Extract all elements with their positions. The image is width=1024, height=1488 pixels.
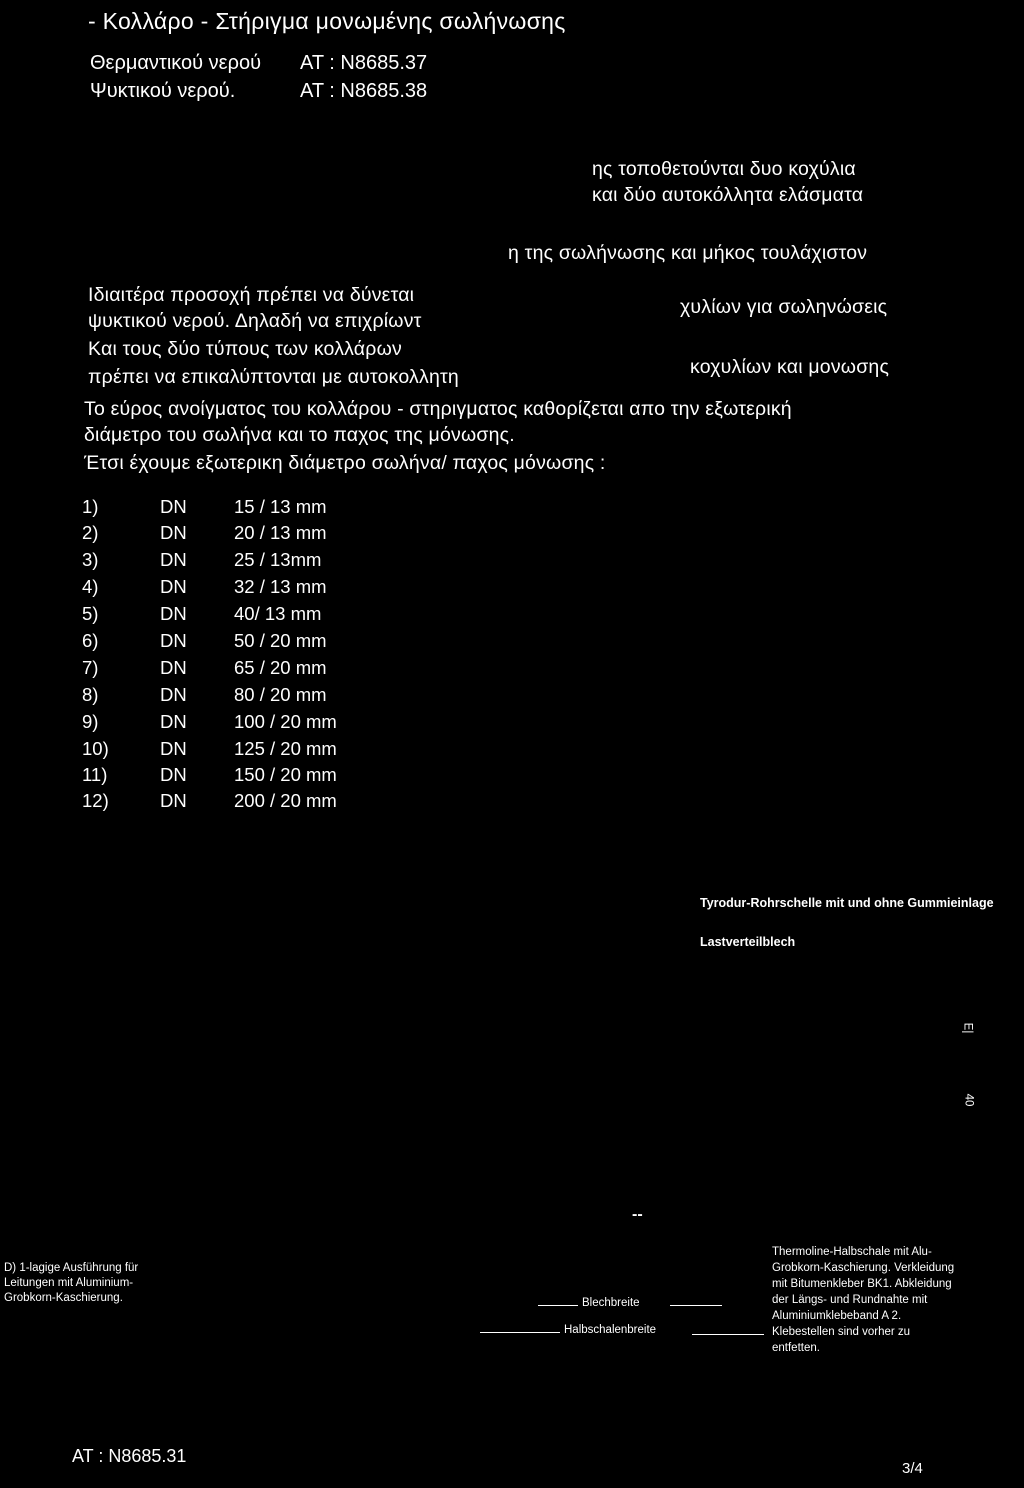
paragraph-line-1: Το εύρος ανοίγματος του κολλάρου - στηριγματος καθορίζεται απο την εξωτερική [84,398,792,420]
dash-mark: -- [632,1206,643,1223]
rohrschelle-label: Tyrodur-Rohrschelle mit und ohne Gummieinlage [700,896,994,910]
page-number: 3/4 [902,1460,923,1477]
partial-left-line-1: Ιδιαιτέρα προσοχή πρέπει να δύνεται [88,284,415,306]
reference-label-heating: Θερμαντικού νερού [90,52,262,74]
list-item: 9) DN 100 / 20 mm [82,711,337,732]
paragraph-line-2: διάμετρο του σωλήνα και το παχος της μόνωσης. [84,424,515,446]
blechbreite-line-right [670,1305,722,1306]
partial-right-line-3: η της σωλήνωσης και μήκος τουλάχιστον [508,242,868,264]
list-item: 7) DN 65 / 20 mm [82,657,327,678]
list-item: 5) DN 40/ 13 mm [82,603,322,624]
list-item: 1) DN 15 / 13 mm [82,496,327,517]
halbschalenbreite-line-left [480,1332,560,1333]
partial-right-line-5: κοχυλίων και μονωσης [690,356,890,378]
page-title: - Κολλάρο - Στήριγμα μονωμένης σωλήνωσης [88,8,566,34]
margin-mark-1: E| [961,1022,974,1034]
list-item: 4) DN 32 / 13 mm [82,576,327,597]
partial-right-line-4: χυλίων για σωληνώσεις [680,296,888,318]
partial-right-line-2: και δύο αυτοκόλλητα ελάσματα [592,184,864,206]
partial-left-line-2: ψυκτικού νερού. Δηλαδή να επιχρίωντ [88,310,422,332]
list-item: 6) DN 50 / 20 mm [82,630,327,651]
halbschalenbreite-line-right [692,1334,764,1335]
list-item: 11) DN 150 / 20 mm [82,764,337,785]
partial-right-line-1: ης τοποθετούνται δυο κοχύλια [592,158,856,180]
partial-left-line-3: Και τους δύο τύπους των κολλάρων [88,338,402,360]
list-item: 10) DN 125 / 20 mm [82,738,337,759]
lastverteilblech-label: Lastverteilblech [700,935,796,949]
partial-left-line-4: πρέπει να επικαλύπτονται με αυτοκολλητη [88,366,459,388]
list-item: 8) DN 80 / 20 mm [82,684,327,705]
list-item: 12) DN 200 / 20 mm [82,790,337,811]
reference-code-cooling: ΑΤ : Ν8685.38 [300,80,428,102]
halbschalenbreite-label: Halbschalenbreite [564,1324,657,1336]
list-item: 2) DN 20 / 13 mm [82,522,327,543]
paragraph-line-3: Έτσι έχουμε εξωτερικη διάμετρο σωλήνα/ παχος μόνωσης : [84,452,606,474]
reference-code-heating: ΑΤ : Ν8685.37 [300,52,428,74]
list-item: 3) DN 25 / 13mm [82,549,322,570]
reference-label-cooling: Ψυκτικού νερού. [90,80,236,102]
margin-mark-2: 40 [962,1093,975,1107]
footer-code: ΑΤ : Ν8685.31 [72,1446,187,1466]
blechbreite-line-left [538,1305,578,1306]
blechbreite-label: Blechbreite [582,1297,640,1309]
